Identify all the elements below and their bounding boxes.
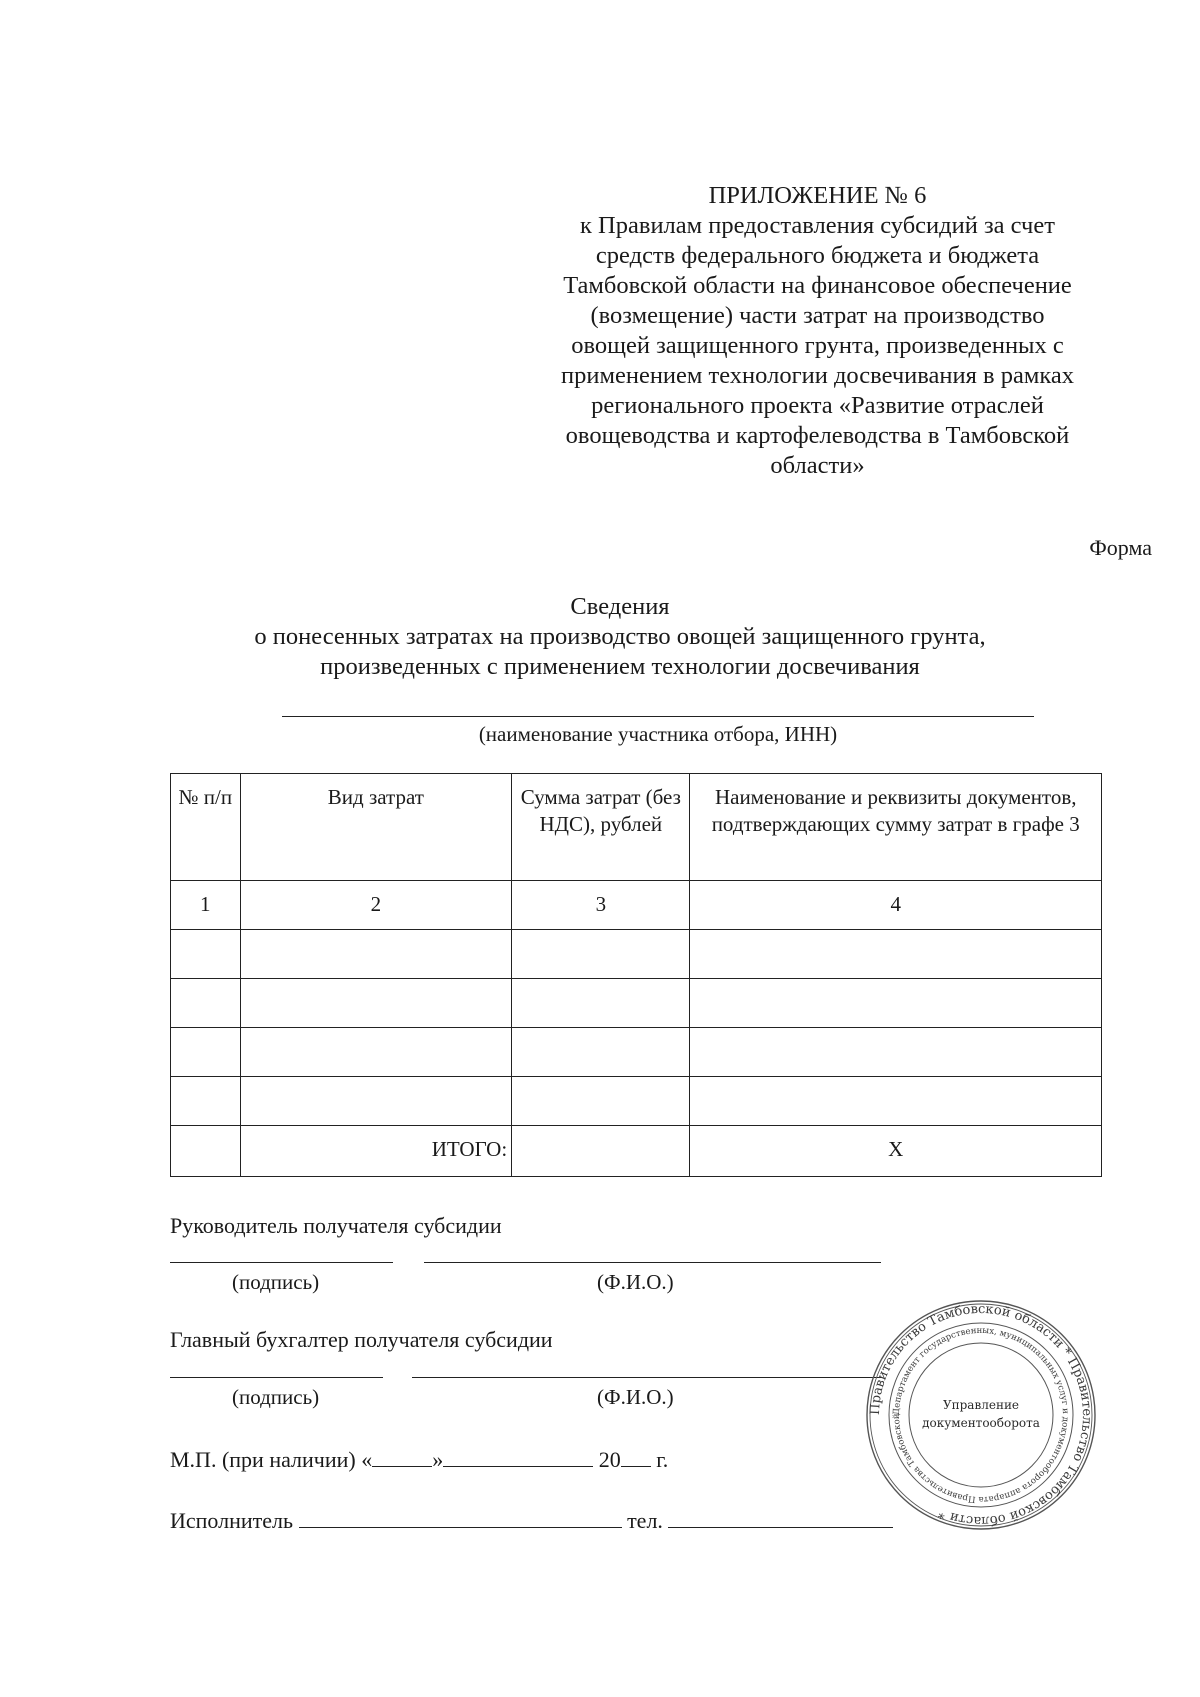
- header-cost-sum: Сумма затрат (без НДС), рублей: [512, 774, 690, 881]
- stamp-outer-text: Правительство Тамбовской области * Правительство Тамбовской области *: [867, 1301, 1095, 1529]
- costs-table: [170, 773, 1102, 1177]
- table-cell[interactable]: [690, 979, 1102, 1028]
- table-cell[interactable]: [240, 1077, 512, 1126]
- table-cell[interactable]: [512, 1028, 690, 1077]
- executor-line: [170, 1507, 893, 1534]
- table-cell: [171, 1126, 241, 1177]
- column-number: 1: [171, 881, 241, 930]
- title-line: произведенных с применением технологии досвечивания: [320, 653, 920, 680]
- table-cell[interactable]: [240, 979, 512, 1028]
- header-documents: Наименование и реквизиты документов, подтверждающих сумму затрат в графе 3: [690, 774, 1102, 881]
- table-row: [171, 979, 1102, 1028]
- appendix-line: овощей защищенного грунта, произведенных с: [571, 332, 1064, 359]
- participant-name-caption: (наименование участника отбора, ИНН): [478, 722, 838, 746]
- table-row: [171, 930, 1102, 979]
- table-row: [171, 1028, 1102, 1077]
- appendix-line: регионального проекта «Развитие отраслей: [591, 392, 1044, 419]
- month-field[interactable]: [443, 1446, 593, 1467]
- title-line: о понесенных затратах на производство овощей защищенного грунта,: [254, 623, 986, 650]
- table-cell[interactable]: [690, 1077, 1102, 1126]
- total-sum-cell[interactable]: [512, 1126, 690, 1177]
- accountant-signature-caption: (подпись): [232, 1385, 320, 1409]
- phone-label: тел.: [627, 1508, 663, 1533]
- header-number: № п/п: [171, 774, 241, 881]
- head-fio-line[interactable]: [424, 1262, 881, 1263]
- total-col4: X: [690, 1126, 1102, 1177]
- quote-close: »: [432, 1447, 444, 1472]
- accountant-signature-line[interactable]: [170, 1377, 383, 1378]
- appendix-line: (возмещение) части затрат на производство: [590, 302, 1045, 329]
- table-cell[interactable]: [171, 930, 241, 979]
- stamp-svg: [865, 1299, 1097, 1531]
- appendix-heading: ПРИЛОЖЕНИЕ № 6: [708, 182, 927, 209]
- stamp-center-line1: Управление: [942, 1398, 1020, 1412]
- appendix-line: овощеводства и картофелеводства в Тамбовской: [565, 422, 1070, 449]
- document-title: [130, 592, 1110, 682]
- executor-label: Исполнитель: [170, 1508, 294, 1533]
- accountant-fio-caption: (Ф.И.О.): [597, 1385, 674, 1409]
- table-cell[interactable]: [171, 979, 241, 1028]
- appendix-line: области»: [770, 452, 865, 479]
- title-heading: Сведения: [570, 593, 670, 620]
- form-label: Форма: [1089, 535, 1152, 560]
- table-header-row: [171, 774, 1102, 881]
- official-stamp: [865, 1299, 1097, 1531]
- stamp-center-line2: документооборота: [922, 1416, 1040, 1430]
- appendix-line: к Правилам предоставления субсидий за счет: [580, 212, 1055, 239]
- executor-field[interactable]: [299, 1507, 622, 1528]
- column-number: 3: [512, 881, 690, 930]
- table-cell[interactable]: [690, 1028, 1102, 1077]
- year-field[interactable]: [621, 1446, 651, 1467]
- stamp-inner-ring: [909, 1343, 1053, 1487]
- accountant-title: Главный бухгалтер получателя субсидии: [170, 1327, 553, 1352]
- column-number: 2: [240, 881, 512, 930]
- column-number: 4: [690, 881, 1102, 930]
- table-cell[interactable]: [512, 979, 690, 1028]
- table-cell[interactable]: [512, 1077, 690, 1126]
- seal-label: М.П. (при наличии) «: [170, 1447, 373, 1472]
- stamp-middle-ring: [889, 1323, 1073, 1507]
- table-total-row: [171, 1126, 1102, 1177]
- appendix-line: применением технологии досвечивания в рамках: [560, 362, 1075, 389]
- year-prefix: 20: [598, 1447, 621, 1472]
- head-fio-caption: (Ф.И.О.): [597, 1270, 674, 1294]
- header-cost-type: Вид затрат: [240, 774, 512, 881]
- appendix-line: средств федерального бюджета и бюджета: [595, 242, 1040, 269]
- table-column-numbers-row: [171, 881, 1102, 930]
- table-cell[interactable]: [171, 1077, 241, 1126]
- year-suffix: г.: [656, 1447, 669, 1472]
- table-cell[interactable]: [512, 930, 690, 979]
- participant-name-line: [282, 716, 1034, 717]
- accountant-fio-line[interactable]: [412, 1377, 882, 1378]
- head-signature-caption: (подпись): [232, 1270, 320, 1294]
- head-signature-line[interactable]: [170, 1262, 393, 1263]
- phone-field[interactable]: [668, 1507, 893, 1528]
- table-cell[interactable]: [171, 1028, 241, 1077]
- appendix-block: [520, 181, 1115, 481]
- table-cell[interactable]: [690, 930, 1102, 979]
- table-cell[interactable]: [240, 1028, 512, 1077]
- appendix-line: Тамбовской области на финансовое обеспечение: [563, 272, 1072, 299]
- day-field[interactable]: [372, 1446, 432, 1467]
- stamp-inner-text: Департамент государственных, муниципальных услуг и документооборота аппарата Правительства Тамбовской: [891, 1325, 1071, 1505]
- total-label: ИТОГО:: [240, 1126, 512, 1177]
- table-row: [171, 1077, 1102, 1126]
- head-title: Руководитель получателя субсидии: [170, 1213, 502, 1238]
- table-cell[interactable]: [240, 930, 512, 979]
